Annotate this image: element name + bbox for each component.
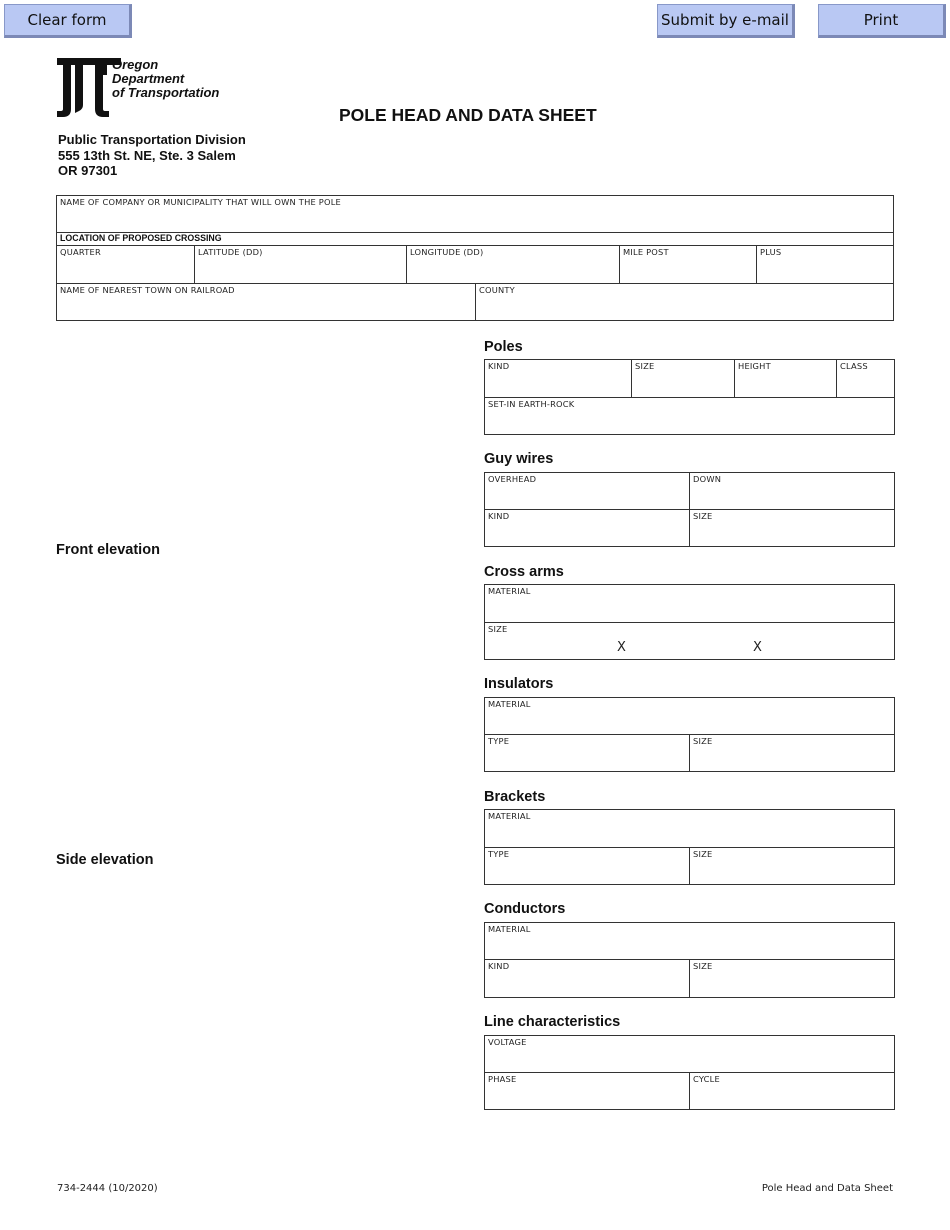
conductors-material-label: MATERIAL	[488, 924, 531, 934]
poles-class-field[interactable]	[836, 359, 895, 398]
line-phase-field[interactable]	[484, 1072, 690, 1110]
conductors-size-label: SIZE	[693, 961, 713, 971]
insulators-material-label: MATERIAL	[488, 699, 531, 709]
owner-name-label: NAME OF COMPANY OR MUNICIPALITY THAT WILL OWN THE POLE	[60, 197, 341, 207]
brackets-material-field[interactable]	[484, 809, 895, 848]
brackets-material-label: MATERIAL	[488, 811, 531, 821]
insulators-size-label: SIZE	[693, 736, 713, 746]
poles-set-in-label: SET-IN EARTH-ROCK	[488, 399, 575, 409]
insulators-size-field[interactable]	[689, 734, 895, 772]
nearest-town-label: NAME OF NEAREST TOWN ON RAILROAD	[60, 285, 235, 295]
line-cycle-field[interactable]	[689, 1072, 895, 1110]
conductors-title: Conductors	[484, 901, 566, 917]
county-label: COUNTY	[479, 285, 515, 295]
insulators-title: Insulators	[484, 676, 554, 692]
line-characteristics-title: Line characteristics	[484, 1014, 621, 1030]
insulators-material-field[interactable]	[484, 697, 895, 735]
county-field[interactable]	[475, 283, 894, 321]
brackets-type-label: TYPE	[488, 849, 510, 859]
clear-form-button[interactable]: Clear form	[4, 4, 132, 38]
poles-class-label: CLASS	[840, 361, 868, 371]
conductors-material-field[interactable]	[484, 922, 895, 960]
brackets-title: Brackets	[484, 789, 546, 805]
poles-kind-label: KIND	[488, 361, 510, 371]
longitude-field[interactable]	[406, 245, 620, 284]
address-line-3: OR 97301	[58, 163, 118, 178]
poles-set-in-field[interactable]	[484, 397, 895, 435]
poles-size-field[interactable]	[631, 359, 735, 398]
conductors-size-field[interactable]	[689, 959, 895, 998]
poles-height-field[interactable]	[734, 359, 837, 398]
guy-wires-down-label: DOWN	[693, 474, 722, 484]
page-title: POLE HEAD AND DATA SHEET	[339, 105, 597, 125]
submit-by-email-button[interactable]: Submit by e-mail	[657, 4, 795, 38]
cross-arms-material-field[interactable]	[484, 584, 895, 623]
poles-title: Poles	[484, 339, 523, 355]
mile-post-label: MILE POST	[623, 247, 669, 257]
division-address	[58, 132, 246, 179]
line-phase-label: PHASE	[488, 1074, 517, 1084]
owner-name-field[interactable]	[56, 195, 894, 233]
poles-height-label: HEIGHT	[738, 361, 771, 371]
side-elevation-label: Side elevation	[56, 852, 154, 868]
cross-arms-title: Cross arms	[484, 564, 564, 580]
line-cycle-label: CYCLE	[693, 1074, 720, 1084]
odot-logo	[57, 58, 257, 118]
insulators-type-field[interactable]	[484, 734, 690, 772]
latitude-label: LATITUDE (DD)	[198, 247, 263, 257]
address-line-1: Public Transportation Division	[58, 132, 246, 147]
cross-arms-size-x2: X	[753, 640, 762, 655]
mile-post-field[interactable]	[619, 245, 757, 284]
cross-arms-size-x1: X	[617, 640, 626, 655]
brackets-size-field[interactable]	[689, 847, 895, 885]
location-heading: LOCATION OF PROPOSED CROSSING	[56, 232, 894, 246]
line-voltage-label: VOLTAGE	[488, 1037, 527, 1047]
print-button[interactable]: Print	[818, 4, 946, 38]
latitude-field[interactable]	[194, 245, 407, 284]
guy-wires-kind-label: KIND	[488, 511, 510, 521]
guy-wires-overhead-field[interactable]	[484, 472, 690, 510]
brackets-type-field[interactable]	[484, 847, 690, 885]
cross-arms-size-label: SIZE	[488, 624, 508, 634]
form-name: Pole Head and Data Sheet	[761, 1183, 893, 1194]
longitude-label: LONGITUDE (DD)	[410, 247, 484, 257]
guy-wires-size-label: SIZE	[693, 511, 713, 521]
poles-kind-field[interactable]	[484, 359, 632, 398]
guy-wires-overhead-label: OVERHEAD	[488, 474, 537, 484]
logo-line-1: Oregon	[112, 57, 159, 72]
conductors-kind-field[interactable]	[484, 959, 690, 998]
guy-wires-size-field[interactable]	[689, 509, 895, 547]
form-number: 734-2444 (10/2020)	[57, 1183, 158, 1194]
poles-size-label: SIZE	[635, 361, 655, 371]
guy-wires-down-field[interactable]	[689, 472, 895, 510]
quarter-label: QUARTER	[60, 247, 101, 257]
line-voltage-field[interactable]	[484, 1035, 895, 1073]
guy-wires-title: Guy wires	[484, 451, 554, 467]
brackets-size-label: SIZE	[693, 849, 713, 859]
cross-arms-size-field[interactable]	[484, 622, 895, 660]
cross-arms-material-label: MATERIAL	[488, 586, 531, 596]
conductors-kind-label: KIND	[488, 961, 510, 971]
address-line-2: 555 13th St. NE, Ste. 3 Salem	[58, 147, 236, 163]
front-elevation-label: Front elevation	[56, 542, 160, 558]
quarter-field[interactable]	[56, 245, 195, 284]
nearest-town-field[interactable]	[56, 283, 476, 321]
plus-field[interactable]	[756, 245, 894, 284]
logo-line-2: Department	[112, 71, 185, 86]
odot-logo-text	[112, 58, 219, 100]
guy-wires-kind-field[interactable]	[484, 509, 690, 547]
insulators-type-label: TYPE	[488, 736, 510, 746]
plus-label: PLUS	[760, 247, 782, 257]
logo-line-3: of Transportation	[112, 85, 220, 100]
